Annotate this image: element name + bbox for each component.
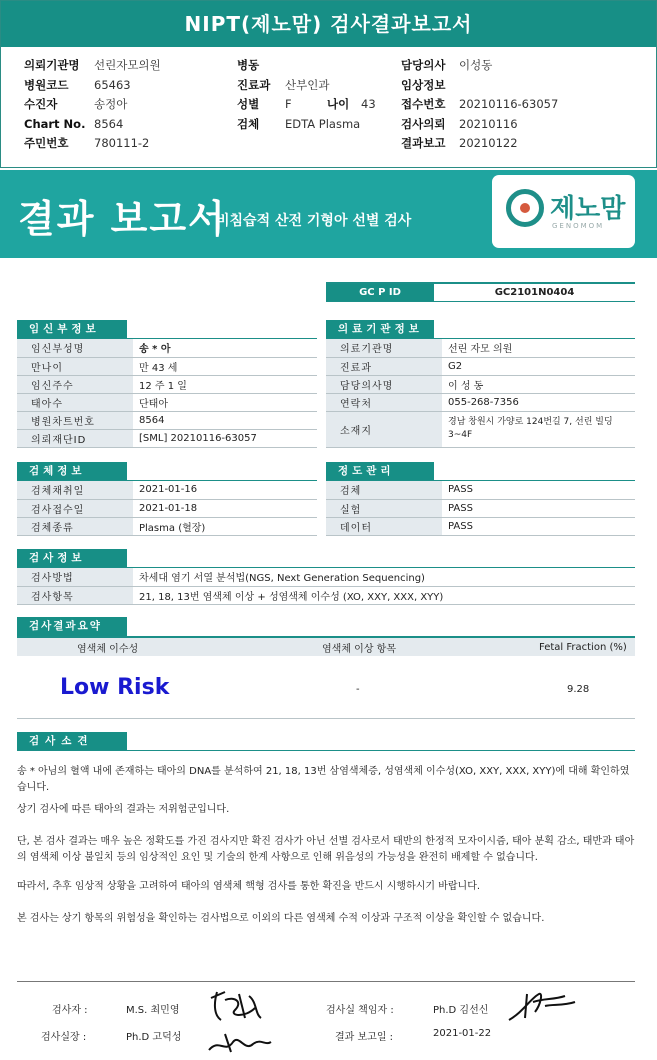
table-row xyxy=(17,375,317,393)
institution-info-header: 의료기관정보 xyxy=(326,320,434,339)
head-name: Ph.D 고덕성 xyxy=(126,1032,182,1043)
row-label: 검체종류 xyxy=(17,517,133,535)
label: 성별 xyxy=(237,97,260,111)
table-row xyxy=(326,481,635,499)
row-value: G2 xyxy=(442,357,635,375)
row-value: 2021-01-16 xyxy=(133,481,317,499)
logo-mark-icon xyxy=(506,189,544,227)
table-row xyxy=(326,517,635,535)
row-value: PASS xyxy=(442,499,635,517)
table-row xyxy=(326,375,635,393)
col-aneuploidy: 염색체 이수성 xyxy=(77,643,139,655)
director-name: Ph.D 김선신 xyxy=(433,1005,489,1016)
value: 선린자모의원 xyxy=(94,58,161,72)
finding-paragraph: 상기 검사에 따른 태아의 결과는 저위험군입니다. xyxy=(17,804,230,815)
row-label: 데이터 xyxy=(326,517,442,535)
row-label: 실험 xyxy=(326,499,442,517)
table-row xyxy=(17,517,317,535)
value: EDTA Plasma xyxy=(285,116,361,131)
row-value: Plasma (혈장) xyxy=(133,517,317,535)
table-row xyxy=(326,411,635,447)
col-fetal-fraction: Fetal Fraction (%) xyxy=(539,641,627,653)
label: 결과보고 xyxy=(401,136,446,150)
label: 임상정보 xyxy=(401,77,446,92)
row-value: 차세대 염기 서열 분석법(NGS, Next Generation Sequencing) xyxy=(133,568,635,586)
qc-header: 정도관리 xyxy=(326,462,434,481)
label: 병동 xyxy=(237,58,260,72)
top-info-col1 xyxy=(24,56,161,154)
qc-table xyxy=(326,481,635,536)
top-info-col2 xyxy=(237,56,376,134)
result-risk: Low Risk xyxy=(60,675,170,700)
logo-sub: GENOMOM xyxy=(552,222,605,230)
specimen-info-header: 검체정보 xyxy=(17,462,127,481)
label: 주민번호 xyxy=(24,136,69,150)
label: 의뢰기관명 xyxy=(24,58,80,72)
logo-name: 제노맘 xyxy=(550,194,626,224)
finding-paragraph: 송 * 아님의 혈액 내에 존재하는 태아의 DNA를 분석하여 21, 18, 13번 삼염색체증, 성염색체 이수성(XO, XXY, XXX, XYY)에 대해 확인하였습니다. xyxy=(17,766,630,793)
table-row xyxy=(326,339,635,357)
value: 20210122 xyxy=(459,136,518,150)
top-info-col3 xyxy=(401,56,558,154)
value: 20210116 xyxy=(459,116,518,131)
table-row xyxy=(17,429,317,447)
label: 검체 xyxy=(237,116,260,131)
report-date-label: 결과 보고일 : xyxy=(335,1032,394,1043)
table-row xyxy=(326,499,635,517)
banner-title: 결과 보고서 xyxy=(18,197,227,241)
value: 산부인과 xyxy=(285,77,330,92)
row-value: 8564 xyxy=(133,411,317,429)
table-row xyxy=(17,568,635,586)
row-label: 의뢰재단ID xyxy=(17,429,133,447)
label: 수진자 xyxy=(24,97,58,111)
pregnant-info-table xyxy=(17,339,317,448)
tester-signature-icon xyxy=(205,988,265,1024)
label: 병원코드 xyxy=(24,77,69,92)
value: 8564 xyxy=(94,116,124,131)
finding-paragraph: 따라서, 추후 임상적 상황을 고려하여 태아의 염색체 핵형 검사를 통한 확진을 반드시 시행하시기 바랍니다. xyxy=(17,881,481,892)
row-value: 055-268-7356 xyxy=(442,393,635,411)
row-label: 검사접수일 xyxy=(17,499,133,517)
finding-paragraph: 단, 본 검사 결과는 매우 높은 정확도를 가진 검사지만 확진 검사가 아닌 선별 검사로서 태반의 한정적 모자이시즘, 태아 분획 감소, 태반과 태아의 염색체 이상 불일치 등의 임상적인 요인 및 기술의 한계 사항으로 인해 위음성의 가능성을 완전히 배제할 수 없습니다. xyxy=(17,836,635,863)
specimen-info-table xyxy=(17,481,317,536)
table-row xyxy=(326,357,635,375)
head-signature-icon xyxy=(205,1028,275,1058)
row-label: 병원차트번호 xyxy=(17,411,133,429)
institution-info-table xyxy=(326,339,635,448)
row-label: 담당의사명 xyxy=(326,375,442,393)
row-value: 12 주 1 일 xyxy=(133,375,317,393)
label: 진료과 xyxy=(237,77,271,92)
table-row xyxy=(17,411,317,429)
row-value: 21, 18, 13번 염색체 이상 + 성염색체 이수성 (XO, XXY, XXX, XYY) xyxy=(133,586,635,604)
table-row xyxy=(17,586,635,604)
value: 이성동 xyxy=(459,58,493,72)
table-row xyxy=(17,393,317,411)
table-row xyxy=(17,481,317,499)
row-label: 소재지 xyxy=(326,411,442,447)
row-value: 송 * 아 xyxy=(133,339,317,357)
gcpid-value: GC2101N0404 xyxy=(494,287,575,298)
value: 65463 xyxy=(94,77,131,92)
row-label: 검사항목 xyxy=(17,586,133,604)
row-label: 진료과 xyxy=(326,357,442,375)
row-label: 연락처 xyxy=(326,393,442,411)
row-value: 이 성 동 xyxy=(442,375,635,393)
table-row xyxy=(17,339,317,357)
table-row xyxy=(17,499,317,517)
report-title: NIPT(제노맘) 검사결과보고서 xyxy=(1,1,656,47)
row-label: 의료기관명 xyxy=(326,339,442,357)
label: Chart No. xyxy=(24,116,86,131)
result-fetal-fraction: 9.28 xyxy=(567,684,590,695)
row-value: PASS xyxy=(442,517,635,535)
value: 780111-2 xyxy=(94,136,150,150)
director-label: 검사실 책임자 : xyxy=(326,1005,394,1016)
divider xyxy=(17,718,635,719)
director-signature-icon xyxy=(505,988,580,1024)
row-value: [SML] 20210116-63057 xyxy=(133,429,317,447)
row-label: 만나이 xyxy=(17,357,133,375)
value: F xyxy=(285,97,292,111)
report-banner xyxy=(0,170,657,258)
age-value: 43 xyxy=(361,97,376,111)
result-abnormal: - xyxy=(356,684,360,695)
banner-subtitle: 비침습적 산전 기형아 선별 검사 xyxy=(216,213,412,229)
divider xyxy=(17,750,635,751)
row-value: PASS xyxy=(442,481,635,499)
value: 송정아 xyxy=(94,97,128,111)
row-label: 검체채취일 xyxy=(17,481,133,499)
summary-table-head xyxy=(17,636,635,656)
divider xyxy=(17,981,635,982)
label: 담당의사 xyxy=(401,58,446,72)
summary-header: 검사결과요약 xyxy=(17,617,127,636)
pregnant-info-header: 임신부정보 xyxy=(17,320,127,339)
gcpid-label: GC P ID xyxy=(326,284,434,301)
row-label: 임신주수 xyxy=(17,375,133,393)
tester-name: M.S. 최민영 xyxy=(126,1005,180,1016)
gcpid-box xyxy=(326,282,635,302)
row-value: 단태아 xyxy=(133,393,317,411)
report-date: 2021-01-22 xyxy=(433,1028,492,1039)
test-info-header: 검사정보 xyxy=(17,549,127,568)
row-value: 2021-01-18 xyxy=(133,499,317,517)
table-row xyxy=(17,357,317,375)
genomom-logo xyxy=(492,175,635,248)
row-label: 임신부성명 xyxy=(17,339,133,357)
head-label: 검사실장 : xyxy=(41,1032,87,1043)
finding-paragraph: 본 검사는 상기 항목의 위험성을 확인하는 검사법으로 이외의 다른 염색체 수적 이상과 구조적 이상을 확인할 수 없습니다. xyxy=(17,913,545,924)
row-label: 검사방법 xyxy=(17,568,133,586)
col-abnormal-items: 염색체 이상 항목 xyxy=(322,643,396,655)
value: 20210116-63057 xyxy=(459,97,559,111)
tester-label: 검사자 : xyxy=(52,1005,88,1016)
row-label: 태아수 xyxy=(17,393,133,411)
row-value: 만 43 세 xyxy=(133,357,317,375)
label: 검사의뢰 xyxy=(401,116,446,131)
row-label: 검체 xyxy=(326,481,442,499)
row-value: 경남 창원시 가양로 124번길 7, 선린 빌딩 3~4F xyxy=(442,411,635,447)
table-row xyxy=(326,393,635,411)
test-info-table xyxy=(17,568,635,605)
age-label: 나이 xyxy=(327,97,350,111)
label: 접수번호 xyxy=(401,97,446,111)
findings-header: 검사소견 xyxy=(17,732,127,751)
row-value: 선린 자모 의원 xyxy=(442,339,635,357)
